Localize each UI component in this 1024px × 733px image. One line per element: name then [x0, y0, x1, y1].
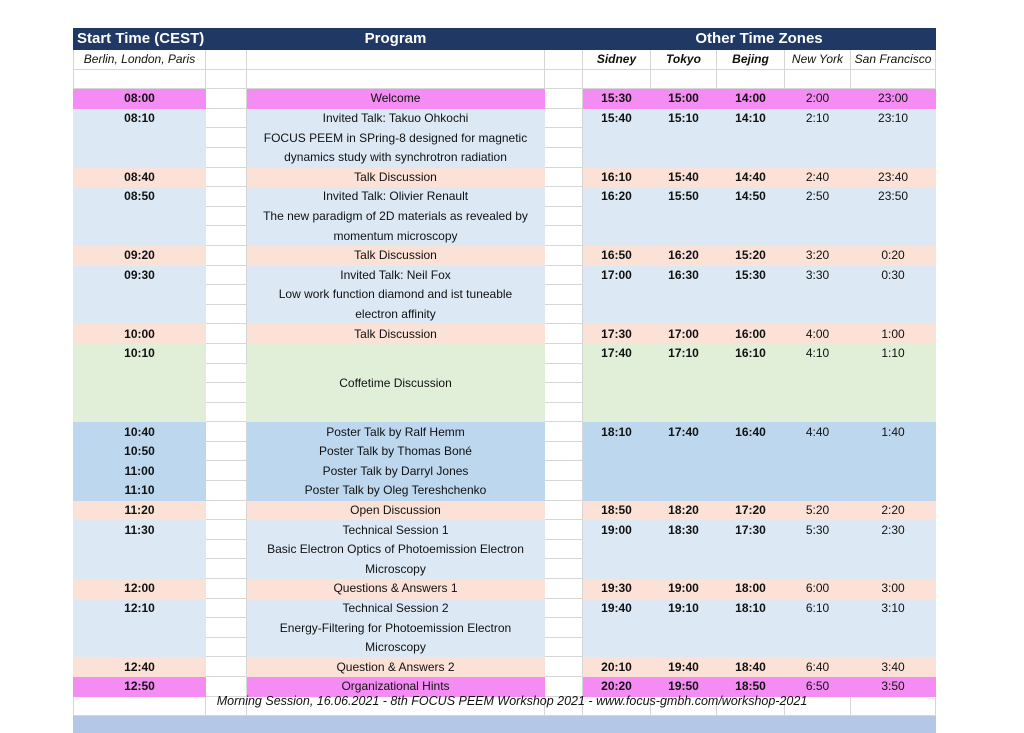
program-detail-line: Microscopy	[247, 559, 545, 579]
zone-time-bejing: 18:00	[717, 579, 785, 599]
table-row	[74, 539, 936, 559]
zone-time-sidney: 19:00	[583, 520, 651, 540]
zone-time-new-york: 5:30	[785, 520, 851, 540]
zone-time-tokyo: 15:40	[651, 167, 717, 187]
program-detail-line: The new paradigm of 2D materials as revealed by	[247, 206, 545, 226]
zone-label-bejing: Bejing	[717, 50, 785, 70]
zone-time-sidney: 19:30	[583, 579, 651, 599]
program-detail-line: FOCUS PEEM in SPring-8 designed for magnetic	[247, 128, 545, 148]
zone-time-sidney: 16:20	[583, 187, 651, 207]
table-row	[74, 422, 936, 442]
program-cell: Coffetime Discussion	[247, 343, 545, 421]
program-cell: Talk Discussion	[247, 245, 545, 265]
table-row	[74, 343, 936, 363]
time-cell: 12:40	[74, 657, 206, 677]
header-row	[74, 29, 936, 50]
zone-time-san-francisco: 23:40	[851, 167, 936, 187]
zone-time-tokyo: 15:10	[651, 108, 717, 128]
zone-time-san-francisco: 3:50	[851, 677, 936, 697]
footer-bar	[74, 716, 936, 733]
zone-time-tokyo: 19:00	[651, 579, 717, 599]
program-cell: Invited Talk: Neil Fox	[247, 265, 545, 285]
table-row	[74, 481, 936, 501]
time-cell: 11:20	[74, 500, 206, 520]
zone-time-sidney: 17:40	[583, 343, 651, 363]
zone-time-bejing: 16:10	[717, 343, 785, 363]
table-row	[74, 167, 936, 187]
schedule-table	[73, 28, 936, 733]
program-cell: Poster Talk by Darryl Jones	[247, 461, 545, 481]
zone-time-tokyo: 17:10	[651, 343, 717, 363]
zone-time-new-york: 6:40	[785, 657, 851, 677]
program-cell: Invited Talk: Olivier Renault	[247, 187, 545, 207]
subheader-row	[74, 50, 936, 70]
program-cell: Talk Discussion	[247, 167, 545, 187]
program-cell: Open Discussion	[247, 500, 545, 520]
zone-time-bejing: 17:20	[717, 500, 785, 520]
program-detail-line: dynamics study with synchrotron radiation	[247, 147, 545, 167]
time-cell: 12:50	[74, 677, 206, 697]
zone-time-new-york: 6:50	[785, 677, 851, 697]
table-row	[74, 461, 936, 481]
zone-time-sidney: 16:10	[583, 167, 651, 187]
time-cell: 10:10	[74, 343, 206, 363]
zone-time-bejing: 15:30	[717, 265, 785, 285]
zone-time-new-york: 4:40	[785, 422, 851, 442]
zone-time-sidney: 20:20	[583, 677, 651, 697]
program-detail-line: Basic Electron Optics of Photoemission Electron	[247, 539, 545, 559]
program-detail-line: Low work function diamond and ist tuneable	[247, 285, 545, 305]
table-row	[74, 324, 936, 344]
zone-time-bejing: 18:10	[717, 598, 785, 618]
zone-time-san-francisco: 1:40	[851, 422, 936, 442]
time-cell: 09:30	[74, 265, 206, 285]
page-footer: Morning Session, 16.06.2021 - 8th FOCUS PEEM Workshop 2021 - www.focus-gmbh.com/workshop-2021	[216, 694, 808, 708]
zone-label-san-francisco: San Francisco	[851, 50, 936, 70]
zone-time-tokyo: 18:20	[651, 500, 717, 520]
program-cell: Talk Discussion	[247, 324, 545, 344]
zone-time-bejing: 14:10	[717, 108, 785, 128]
program-detail-line: Microscopy	[247, 637, 545, 657]
zone-time-san-francisco: 3:10	[851, 598, 936, 618]
zone-label-new-york: New York	[785, 50, 851, 70]
zone-time-new-york: 2:00	[785, 89, 851, 109]
zone-time-sidney: 15:30	[583, 89, 651, 109]
zone-time-sidney: 19:40	[583, 598, 651, 618]
table-row	[74, 108, 936, 128]
start-time-header: Start Time (CEST)	[74, 29, 206, 50]
table-row	[74, 128, 936, 148]
time-cell: 10:40	[74, 422, 206, 442]
zone-time-new-york: 2:50	[785, 187, 851, 207]
zone-time-sidney: 17:00	[583, 265, 651, 285]
table-row	[74, 441, 936, 461]
zone-time-bejing: 14:50	[717, 187, 785, 207]
table-row	[74, 226, 936, 246]
zone-time-new-york: 2:40	[785, 167, 851, 187]
zone-time-san-francisco: 0:30	[851, 265, 936, 285]
table-row	[74, 520, 936, 540]
table-row	[74, 579, 936, 599]
zone-time-tokyo: 18:30	[651, 520, 717, 540]
zone-time-new-york: 6:10	[785, 598, 851, 618]
time-cell: 12:00	[74, 579, 206, 599]
program-cell: Organizational Hints	[247, 677, 545, 697]
program-detail-line: momentum microscopy	[247, 226, 545, 246]
program-cell: Question & Answers 2	[247, 657, 545, 677]
zone-time-san-francisco: 3:00	[851, 579, 936, 599]
time-cell: 12:10	[74, 598, 206, 618]
zone-time-tokyo: 19:50	[651, 677, 717, 697]
time-cell: 10:50	[74, 441, 206, 461]
zone-time-tokyo: 15:50	[651, 187, 717, 207]
program-cell: Welcome	[247, 89, 545, 109]
schedule-sheet	[73, 28, 935, 733]
zone-time-sidney: 20:10	[583, 657, 651, 677]
program-cell: Technical Session 1	[247, 520, 545, 540]
zone-time-bejing: 16:00	[717, 324, 785, 344]
zone-time-tokyo: 19:10	[651, 598, 717, 618]
zone-time-bejing: 14:40	[717, 167, 785, 187]
time-cell: 10:00	[74, 324, 206, 344]
program-cell: Poster Talk by Ralf Hemm	[247, 422, 545, 442]
zone-time-bejing: 16:40	[717, 422, 785, 442]
zone-time-new-york: 4:00	[785, 324, 851, 344]
zone-time-san-francisco: 23:10	[851, 108, 936, 128]
zone-time-san-francisco: 0:20	[851, 245, 936, 265]
zone-time-tokyo: 16:30	[651, 265, 717, 285]
table-row	[74, 147, 936, 167]
zone-time-sidney: 18:10	[583, 422, 651, 442]
program-cell: Invited Talk: Takuo Ohkochi	[247, 108, 545, 128]
zone-time-new-york: 5:20	[785, 500, 851, 520]
table-row	[74, 304, 936, 324]
zone-time-bejing: 14:00	[717, 89, 785, 109]
program-cell: Poster Talk by Thomas Boné	[247, 441, 545, 461]
zone-time-san-francisco: 23:50	[851, 187, 936, 207]
program-cell: Questions & Answers 1	[247, 579, 545, 599]
time-cell: 08:00	[74, 89, 206, 109]
program-cell: Technical Session 2	[247, 598, 545, 618]
zone-time-tokyo: 15:00	[651, 89, 717, 109]
time-cell: 11:10	[74, 481, 206, 501]
table-row	[74, 187, 936, 207]
table-row	[74, 657, 936, 677]
table-row	[74, 500, 936, 520]
spacer-row	[74, 69, 936, 89]
time-cell: 09:20	[74, 245, 206, 265]
zone-time-bejing: 18:40	[717, 657, 785, 677]
zone-time-sidney: 18:50	[583, 500, 651, 520]
time-cell: 08:50	[74, 187, 206, 207]
program-header: Program	[247, 29, 545, 50]
zone-time-san-francisco: 23:00	[851, 89, 936, 109]
zone-time-sidney: 16:50	[583, 245, 651, 265]
zone-time-bejing: 15:20	[717, 245, 785, 265]
zone-time-san-francisco: 1:10	[851, 343, 936, 363]
zone-time-tokyo: 17:40	[651, 422, 717, 442]
zone-time-sidney: 15:40	[583, 108, 651, 128]
zone-time-new-york: 4:10	[785, 343, 851, 363]
zone-time-san-francisco: 3:40	[851, 657, 936, 677]
zone-time-tokyo: 16:20	[651, 245, 717, 265]
time-cell: 11:30	[74, 520, 206, 540]
table-row	[74, 245, 936, 265]
time-cell: 08:10	[74, 108, 206, 128]
table-row	[74, 637, 936, 657]
table-row	[74, 89, 936, 109]
zone-time-tokyo: 17:00	[651, 324, 717, 344]
zone-time-bejing: 17:30	[717, 520, 785, 540]
zone-label-sidney: Sidney	[583, 50, 651, 70]
zone-time-san-francisco: 2:30	[851, 520, 936, 540]
time-cell: 08:40	[74, 167, 206, 187]
zone-time-bejing: 18:50	[717, 677, 785, 697]
origin-zones-label: Berlin, London, Paris	[74, 50, 206, 70]
program-detail-line: electron affinity	[247, 304, 545, 324]
zone-time-tokyo: 19:40	[651, 657, 717, 677]
program-detail-line: Energy-Filtering for Photoemission Electron	[247, 618, 545, 638]
table-row	[74, 559, 936, 579]
table-row	[74, 206, 936, 226]
table-row	[74, 265, 936, 285]
zone-time-sidney: 17:30	[583, 324, 651, 344]
zone-time-san-francisco: 1:00	[851, 324, 936, 344]
table-row	[74, 598, 936, 618]
time-cell: 11:00	[74, 461, 206, 481]
zone-time-new-york: 2:10	[785, 108, 851, 128]
table-row	[74, 618, 936, 638]
zone-time-new-york: 6:00	[785, 579, 851, 599]
program-cell: Poster Talk by Oleg Tereshchenko	[247, 481, 545, 501]
other-time-zones-header: Other Time Zones	[583, 29, 936, 50]
table-row	[74, 285, 936, 305]
zone-time-new-york: 3:20	[785, 245, 851, 265]
zone-time-new-york: 3:30	[785, 265, 851, 285]
zone-time-san-francisco: 2:20	[851, 500, 936, 520]
zone-label-tokyo: Tokyo	[651, 50, 717, 70]
